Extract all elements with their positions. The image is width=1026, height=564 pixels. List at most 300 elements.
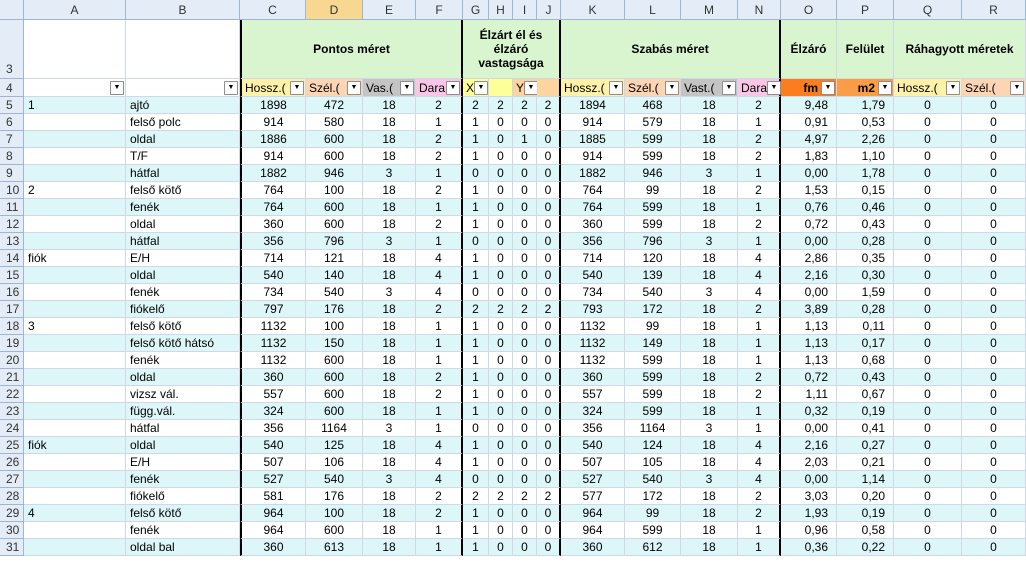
cell-i[interactable]: 0 — [513, 250, 537, 267]
cell-b[interactable]: fiókelő — [126, 301, 240, 318]
cell-d[interactable]: 1164 — [306, 420, 363, 437]
cell-o[interactable]: 4,97 — [781, 131, 837, 148]
cell-r[interactable]: 0 — [962, 182, 1026, 199]
cell-l[interactable]: 599 — [625, 369, 681, 386]
cell-o[interactable]: 0,96 — [781, 522, 837, 539]
cell-g[interactable]: 1 — [463, 437, 489, 454]
cell-a[interactable] — [24, 114, 126, 131]
cell-d[interactable]: 600 — [306, 369, 363, 386]
cell-o[interactable]: 1,53 — [781, 182, 837, 199]
cell-m[interactable]: 3 — [681, 284, 738, 301]
cell-o[interactable]: 2,16 — [781, 437, 837, 454]
cell-m[interactable]: 18 — [681, 488, 738, 505]
cell-d[interactable]: 472 — [306, 97, 363, 114]
cell-q[interactable]: 0 — [894, 182, 962, 199]
cell-d[interactable]: 600 — [306, 131, 363, 148]
column-header[interactable]: D — [306, 0, 363, 20]
cell-e[interactable]: 18 — [363, 352, 416, 369]
cell-d[interactable]: 100 — [306, 505, 363, 522]
cell-e[interactable]: 18 — [363, 97, 416, 114]
cell-m[interactable]: 18 — [681, 301, 738, 318]
row-header[interactable]: 29 — [0, 505, 24, 522]
cell-f[interactable]: 2 — [416, 301, 463, 318]
cell[interactable] — [126, 20, 240, 79]
cell-l[interactable]: 946 — [625, 165, 681, 182]
filter-dropdown-icon[interactable]: ▼ — [767, 81, 781, 95]
cell-r[interactable]: 0 — [962, 454, 1026, 471]
row-header[interactable]: 21 — [0, 369, 24, 386]
cell-n[interactable]: 2 — [738, 505, 781, 522]
cell-p[interactable]: 0,53 — [837, 114, 894, 131]
cell-r[interactable]: 0 — [962, 369, 1026, 386]
cell-i[interactable]: 0 — [513, 386, 537, 403]
cell-k[interactable]: 1882 — [561, 165, 625, 182]
cell-m[interactable]: 18 — [681, 216, 738, 233]
cell-l[interactable]: 599 — [625, 386, 681, 403]
cell-k[interactable]: 1132 — [561, 352, 625, 369]
cell-p[interactable]: 0,43 — [837, 369, 894, 386]
cell-h[interactable]: 0 — [489, 335, 513, 352]
row-header[interactable]: 10 — [0, 182, 24, 199]
cell-g[interactable]: 1 — [463, 539, 489, 556]
cell-b[interactable]: oldal — [126, 267, 240, 284]
cell-e[interactable]: 18 — [363, 182, 416, 199]
cell-a[interactable] — [24, 403, 126, 420]
cell-r[interactable]: 0 — [962, 522, 1026, 539]
cell-i[interactable]: 2 — [513, 488, 537, 505]
filter-dropdown-icon[interactable]: ▼ — [821, 81, 835, 95]
cell-m[interactable]: 18 — [681, 403, 738, 420]
cell-j[interactable]: 0 — [537, 522, 561, 539]
cell-i[interactable]: 1 — [513, 131, 537, 148]
cell-k[interactable]: 360 — [561, 369, 625, 386]
cell-h[interactable]: 0 — [489, 233, 513, 250]
cell-p[interactable]: 0,19 — [837, 505, 894, 522]
cell-r[interactable]: 0 — [962, 505, 1026, 522]
cell-b[interactable]: oldal — [126, 437, 240, 454]
row-header[interactable]: 7 — [0, 131, 24, 148]
filter-dropdown-icon[interactable]: ▼ — [400, 81, 414, 95]
column-header[interactable]: L — [625, 0, 681, 20]
cell-f[interactable]: 2 — [416, 505, 463, 522]
cell-b[interactable]: E/H — [126, 250, 240, 267]
column-header[interactable]: R — [962, 0, 1026, 20]
cell-a[interactable] — [24, 522, 126, 539]
cell-c[interactable]: 914 — [240, 148, 306, 165]
cell-l[interactable]: 599 — [625, 199, 681, 216]
row-header[interactable]: 12 — [0, 216, 24, 233]
cell-n[interactable]: 4 — [738, 471, 781, 488]
cell-g[interactable]: 0 — [463, 284, 489, 301]
cell-b[interactable]: felső kötő — [126, 318, 240, 335]
row-header[interactable]: 30 — [0, 522, 24, 539]
cell-h[interactable]: 0 — [489, 454, 513, 471]
row-header[interactable]: 14 — [0, 250, 24, 267]
cell-c[interactable]: 557 — [240, 386, 306, 403]
cell-e[interactable]: 3 — [363, 420, 416, 437]
row-header[interactable]: 27 — [0, 471, 24, 488]
cell-e[interactable]: 18 — [363, 522, 416, 539]
cell-g[interactable]: 1 — [463, 131, 489, 148]
cell-a[interactable] — [24, 267, 126, 284]
cell-c[interactable]: 764 — [240, 199, 306, 216]
cell-d[interactable]: 125 — [306, 437, 363, 454]
column-header[interactable]: H — [489, 0, 513, 20]
cell-o[interactable]: 0,00 — [781, 233, 837, 250]
cell-m[interactable]: 18 — [681, 352, 738, 369]
cell-e[interactable]: 18 — [363, 114, 416, 131]
cell-j[interactable]: 0 — [537, 471, 561, 488]
cell-q[interactable]: 0 — [894, 250, 962, 267]
cell-i[interactable]: 0 — [513, 148, 537, 165]
cell-r[interactable]: 0 — [962, 165, 1026, 182]
cell-i[interactable]: 0 — [513, 454, 537, 471]
cell-a[interactable]: 4 — [24, 505, 126, 522]
cell-j[interactable]: 0 — [537, 284, 561, 301]
filter-dropdown-icon[interactable]: ▼ — [1010, 81, 1024, 95]
cell-d[interactable]: 100 — [306, 318, 363, 335]
cell-b[interactable]: oldal — [126, 369, 240, 386]
column-header[interactable]: F — [416, 0, 463, 20]
cell-p[interactable]: 0,15 — [837, 182, 894, 199]
cell-r[interactable]: 0 — [962, 284, 1026, 301]
cell-q[interactable]: 0 — [894, 437, 962, 454]
cell-g[interactable]: 1 — [463, 182, 489, 199]
cell-c[interactable]: 1132 — [240, 352, 306, 369]
cell-e[interactable]: 18 — [363, 505, 416, 522]
cell-q[interactable]: 0 — [894, 216, 962, 233]
cell-m[interactable]: 18 — [681, 539, 738, 556]
cell-i[interactable]: 0 — [513, 267, 537, 284]
cell-h[interactable]: 0 — [489, 386, 513, 403]
cell-n[interactable]: 1 — [738, 403, 781, 420]
cell-g[interactable]: 1 — [463, 318, 489, 335]
row-header[interactable]: 24 — [0, 420, 24, 437]
cell-n[interactable]: 2 — [738, 182, 781, 199]
cell-h[interactable]: 2 — [489, 488, 513, 505]
cell-q[interactable]: 0 — [894, 454, 962, 471]
cell-g[interactable]: 1 — [463, 250, 489, 267]
row-header[interactable]: 18 — [0, 318, 24, 335]
cell-p[interactable]: 0,41 — [837, 420, 894, 437]
cell-l[interactable]: 796 — [625, 233, 681, 250]
row-header[interactable]: 22 — [0, 386, 24, 403]
cell-o[interactable]: 1,93 — [781, 505, 837, 522]
cell-f[interactable]: 2 — [416, 97, 463, 114]
column-header[interactable]: Q — [894, 0, 962, 20]
cell-e[interactable]: 18 — [363, 369, 416, 386]
cell-d[interactable]: 613 — [306, 539, 363, 556]
cell-l[interactable]: 120 — [625, 250, 681, 267]
cell-l[interactable]: 99 — [625, 318, 681, 335]
cell-i[interactable]: 0 — [513, 216, 537, 233]
row-header[interactable]: 9 — [0, 165, 24, 182]
cell-h[interactable]: 0 — [489, 352, 513, 369]
cell-d[interactable]: 150 — [306, 335, 363, 352]
cell-l[interactable]: 124 — [625, 437, 681, 454]
cell-b[interactable]: E/H — [126, 454, 240, 471]
cell-k[interactable]: 764 — [561, 182, 625, 199]
cell-e[interactable]: 18 — [363, 250, 416, 267]
cell-n[interactable]: 2 — [738, 301, 781, 318]
cell-k[interactable]: 360 — [561, 216, 625, 233]
cell-q[interactable]: 0 — [894, 199, 962, 216]
cell-i[interactable]: 2 — [513, 97, 537, 114]
cell-p[interactable]: 2,26 — [837, 131, 894, 148]
cell-n[interactable]: 1 — [738, 539, 781, 556]
cell-m[interactable]: 18 — [681, 318, 738, 335]
cell-e[interactable]: 18 — [363, 403, 416, 420]
column-header[interactable]: M — [681, 0, 738, 20]
cell-p[interactable]: 0,11 — [837, 318, 894, 335]
cell-r[interactable]: 0 — [962, 335, 1026, 352]
cell-q[interactable]: 0 — [894, 505, 962, 522]
cell-n[interactable]: 4 — [738, 454, 781, 471]
cell-n[interactable]: 2 — [738, 148, 781, 165]
cell-q[interactable]: 0 — [894, 301, 962, 318]
row-header[interactable]: 13 — [0, 233, 24, 250]
row-header[interactable]: 16 — [0, 284, 24, 301]
cell-b[interactable]: hátfal — [126, 165, 240, 182]
cell-c[interactable]: 540 — [240, 267, 306, 284]
cell-i[interactable]: 2 — [513, 301, 537, 318]
cell-l[interactable]: 599 — [625, 403, 681, 420]
row-header[interactable]: 28 — [0, 488, 24, 505]
cell-c[interactable]: 360 — [240, 539, 306, 556]
cell-b[interactable]: oldal bal — [126, 539, 240, 556]
cell-l[interactable]: 599 — [625, 522, 681, 539]
cell-f[interactable]: 2 — [416, 216, 463, 233]
cell-n[interactable]: 4 — [738, 437, 781, 454]
cell-l[interactable]: 1164 — [625, 420, 681, 437]
cell-h[interactable]: 0 — [489, 267, 513, 284]
cell-p[interactable]: 0,17 — [837, 335, 894, 352]
cell-e[interactable]: 3 — [363, 233, 416, 250]
cell-q[interactable]: 0 — [894, 131, 962, 148]
cell-r[interactable]: 0 — [962, 131, 1026, 148]
cell-o[interactable]: 1,83 — [781, 148, 837, 165]
cell-h[interactable]: 0 — [489, 250, 513, 267]
cell-g[interactable]: 1 — [463, 199, 489, 216]
cell-b[interactable]: oldal — [126, 131, 240, 148]
cell-d[interactable]: 600 — [306, 522, 363, 539]
cell-a[interactable] — [24, 352, 126, 369]
cell-h[interactable]: 0 — [489, 148, 513, 165]
cell-f[interactable]: 2 — [416, 369, 463, 386]
cell-g[interactable]: 1 — [463, 148, 489, 165]
cell-r[interactable]: 0 — [962, 199, 1026, 216]
cell-f[interactable]: 2 — [416, 148, 463, 165]
row-header[interactable]: 6 — [0, 114, 24, 131]
cell-e[interactable]: 18 — [363, 267, 416, 284]
row-header[interactable]: 23 — [0, 403, 24, 420]
cell-j[interactable]: 0 — [537, 165, 561, 182]
select-all-corner[interactable] — [0, 0, 24, 20]
cell-l[interactable]: 599 — [625, 352, 681, 369]
cell-g[interactable]: 1 — [463, 454, 489, 471]
cell-e[interactable]: 18 — [363, 335, 416, 352]
cell-h[interactable]: 0 — [489, 522, 513, 539]
cell-p[interactable]: 0,58 — [837, 522, 894, 539]
cell-e[interactable]: 18 — [363, 539, 416, 556]
cell-b[interactable]: fenék — [126, 284, 240, 301]
cell-g[interactable]: 2 — [463, 97, 489, 114]
cell-c[interactable]: 714 — [240, 250, 306, 267]
cell-j[interactable]: 0 — [537, 114, 561, 131]
cell-d[interactable]: 176 — [306, 488, 363, 505]
cell-k[interactable]: 356 — [561, 233, 625, 250]
cell-a[interactable] — [24, 131, 126, 148]
cell-q[interactable]: 0 — [894, 148, 962, 165]
cell-q[interactable]: 0 — [894, 386, 962, 403]
cell-a[interactable] — [24, 369, 126, 386]
cell-j[interactable]: 0 — [537, 386, 561, 403]
cell-o[interactable]: 0,00 — [781, 420, 837, 437]
cell-l[interactable]: 579 — [625, 114, 681, 131]
cell-m[interactable]: 3 — [681, 233, 738, 250]
cell-d[interactable]: 580 — [306, 114, 363, 131]
cell-c[interactable]: 581 — [240, 488, 306, 505]
cell-f[interactable]: 4 — [416, 267, 463, 284]
cell-k[interactable]: 914 — [561, 148, 625, 165]
cell-q[interactable]: 0 — [894, 318, 962, 335]
filter-dropdown-icon[interactable]: ▼ — [878, 81, 892, 95]
cell-b[interactable]: felső kötő — [126, 182, 240, 199]
cell-g[interactable]: 1 — [463, 505, 489, 522]
cell-e[interactable]: 18 — [363, 454, 416, 471]
cell-r[interactable]: 0 — [962, 148, 1026, 165]
cell-a[interactable] — [24, 216, 126, 233]
cell-j[interactable]: 2 — [537, 301, 561, 318]
cell-m[interactable]: 18 — [681, 386, 738, 403]
cell-h[interactable]: 0 — [489, 420, 513, 437]
cell-l[interactable]: 540 — [625, 471, 681, 488]
cell-h[interactable]: 2 — [489, 97, 513, 114]
cell-m[interactable]: 18 — [681, 505, 738, 522]
cell-f[interactable]: 1 — [416, 233, 463, 250]
cell-m[interactable]: 18 — [681, 522, 738, 539]
cell-k[interactable]: 360 — [561, 539, 625, 556]
cell-a[interactable] — [24, 471, 126, 488]
cell-c[interactable]: 797 — [240, 301, 306, 318]
cell-m[interactable]: 18 — [681, 250, 738, 267]
cell-b[interactable]: felső kötő hátsó — [126, 335, 240, 352]
cell-a[interactable]: fiók — [24, 250, 126, 267]
cell-h[interactable]: 0 — [489, 216, 513, 233]
cell-b[interactable]: hátfal — [126, 233, 240, 250]
cell-q[interactable]: 0 — [894, 471, 962, 488]
cell-p[interactable]: 0,28 — [837, 301, 894, 318]
cell-p[interactable]: 0,68 — [837, 352, 894, 369]
cell-f[interactable]: 1 — [416, 199, 463, 216]
cell-q[interactable]: 0 — [894, 165, 962, 182]
cell-b[interactable]: T/F — [126, 148, 240, 165]
cell-g[interactable]: 1 — [463, 386, 489, 403]
cell-c[interactable]: 734 — [240, 284, 306, 301]
cell-p[interactable]: 0,30 — [837, 267, 894, 284]
cell-b[interactable]: hátfal — [126, 420, 240, 437]
cell-j[interactable]: 0 — [537, 199, 561, 216]
cell-o[interactable]: 0,72 — [781, 369, 837, 386]
cell-d[interactable]: 100 — [306, 182, 363, 199]
cell-i[interactable]: 0 — [513, 284, 537, 301]
filter-dropdown-icon[interactable]: ▼ — [290, 81, 304, 95]
cell-f[interactable]: 1 — [416, 352, 463, 369]
cell-f[interactable]: 2 — [416, 386, 463, 403]
cell-j[interactable]: 0 — [537, 352, 561, 369]
cell[interactable] — [24, 20, 126, 79]
cell-c[interactable]: 540 — [240, 437, 306, 454]
cell-q[interactable]: 0 — [894, 284, 962, 301]
cell-l[interactable]: 172 — [625, 301, 681, 318]
cell-q[interactable]: 0 — [894, 233, 962, 250]
cell-o[interactable]: 0,32 — [781, 403, 837, 420]
column-header[interactable]: A — [24, 0, 126, 20]
cell-k[interactable]: 964 — [561, 522, 625, 539]
cell-a[interactable] — [24, 199, 126, 216]
row-header[interactable]: 26 — [0, 454, 24, 471]
cell-i[interactable]: 0 — [513, 522, 537, 539]
cell-i[interactable]: 0 — [513, 318, 537, 335]
row-header[interactable]: 20 — [0, 352, 24, 369]
cell-r[interactable]: 0 — [962, 403, 1026, 420]
cell-m[interactable]: 18 — [681, 182, 738, 199]
cell-a[interactable] — [24, 488, 126, 505]
cell-f[interactable]: 1 — [416, 522, 463, 539]
cell-e[interactable]: 18 — [363, 437, 416, 454]
cell-e[interactable]: 3 — [363, 471, 416, 488]
cell-m[interactable]: 18 — [681, 267, 738, 284]
cell-b[interactable]: vizsz vál. — [126, 386, 240, 403]
row-header[interactable]: 5 — [0, 97, 24, 114]
filter-dropdown-icon[interactable]: ▼ — [946, 81, 960, 95]
cell-h[interactable]: 0 — [489, 505, 513, 522]
filter-dropdown-icon[interactable]: ▼ — [722, 81, 736, 95]
cell-n[interactable]: 4 — [738, 284, 781, 301]
cell-a[interactable] — [24, 386, 126, 403]
cell-l[interactable]: 149 — [625, 335, 681, 352]
cell-g[interactable]: 1 — [463, 352, 489, 369]
filter-dropdown-icon[interactable]: ▼ — [347, 81, 361, 95]
cell-j[interactable]: 0 — [537, 403, 561, 420]
cell-a[interactable] — [24, 284, 126, 301]
cell-l[interactable]: 139 — [625, 267, 681, 284]
cell-n[interactable]: 2 — [738, 97, 781, 114]
cell-q[interactable]: 0 — [894, 352, 962, 369]
cell-f[interactable]: 1 — [416, 318, 463, 335]
cell-j[interactable]: 0 — [537, 505, 561, 522]
cell-o[interactable]: 3,89 — [781, 301, 837, 318]
cell-q[interactable]: 0 — [894, 539, 962, 556]
cell-r[interactable]: 0 — [962, 539, 1026, 556]
cell-f[interactable]: 1 — [416, 403, 463, 420]
cell-n[interactable]: 1 — [738, 522, 781, 539]
cell-r[interactable]: 0 — [962, 437, 1026, 454]
cell-g[interactable]: 0 — [463, 233, 489, 250]
cell-c[interactable]: 527 — [240, 471, 306, 488]
cell-l[interactable]: 599 — [625, 216, 681, 233]
cell-o[interactable]: 2,86 — [781, 250, 837, 267]
cell-r[interactable]: 0 — [962, 250, 1026, 267]
cell-b[interactable]: fenék — [126, 471, 240, 488]
cell-n[interactable]: 1 — [738, 114, 781, 131]
cell-d[interactable]: 600 — [306, 216, 363, 233]
cell-o[interactable]: 2,16 — [781, 267, 837, 284]
cell-d[interactable]: 600 — [306, 148, 363, 165]
cell-j[interactable]: 0 — [537, 250, 561, 267]
filter-dropdown-icon[interactable]: ▼ — [609, 81, 623, 95]
cell-m[interactable]: 18 — [681, 199, 738, 216]
